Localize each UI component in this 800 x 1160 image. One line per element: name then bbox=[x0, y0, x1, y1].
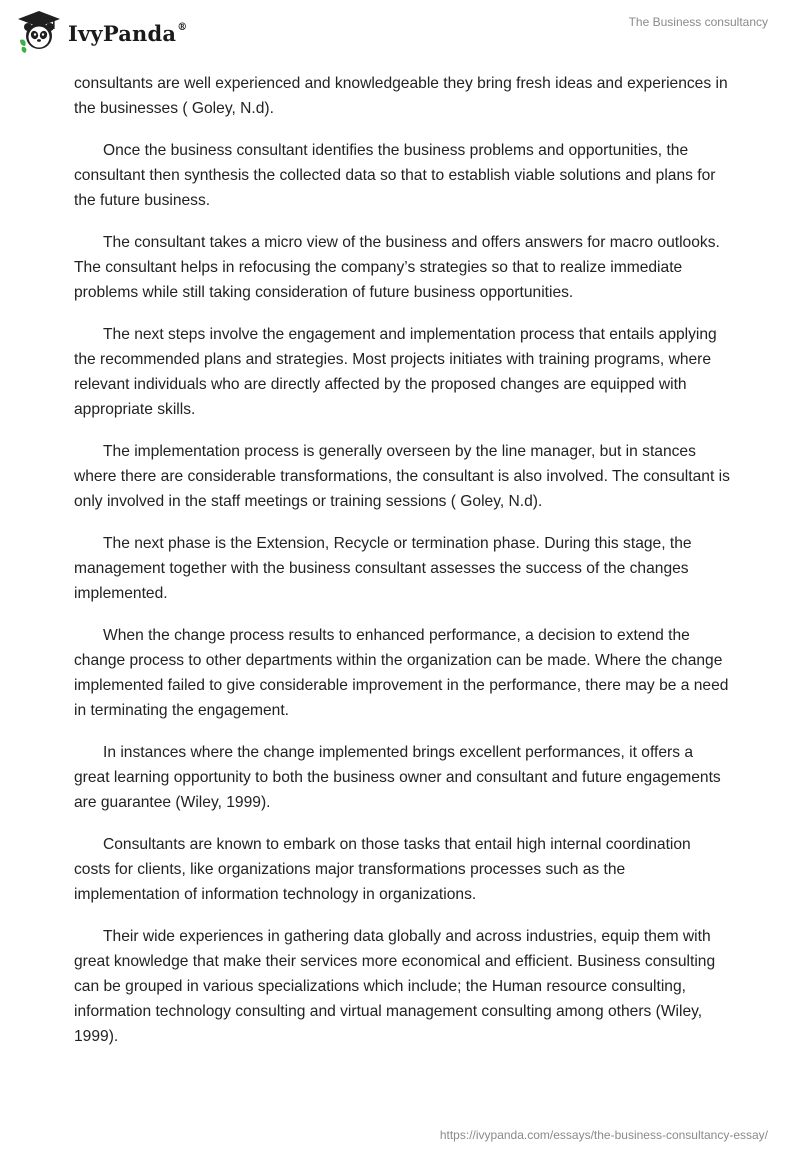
paragraph: Once the business consultant identifies the business problems and opportunities, the consultant then synthesis the collected data so that to establish viable solutions and plans for the future business. bbox=[74, 142, 716, 209]
paragraph: The consultant takes a micro view of the business and offers answers for macro outlooks. The consultant helps in refocusing the company’s strategies so that to realize immediate problems while still taking consideration of future business opportunities. bbox=[74, 234, 720, 301]
brand-name: IvyPanda® bbox=[68, 20, 188, 46]
page-header bbox=[0, 0, 800, 70]
paragraph: Their wide experiences in gathering data globally and across industries, equip them with great knowledge that make their services more economical and efficient. Business consulting can be grouped in various specializations which include; the Human resource consulting, information technology consulting and virtual management consulting among others (Wiley, 1999). bbox=[74, 928, 716, 1045]
paragraph: The implementation process is generally overseen by the line manager, but in stances where there are considerable transformations, the consultant is also involved. The consultant is only involved in the staff meetings or training sessions ( Goley, N.d). bbox=[74, 443, 730, 510]
paragraph: Consultants are known to embark on those tasks that entail high internal coordination costs for clients, like organizations major transformations processes such as the implementation of information technology in organizations. bbox=[74, 836, 691, 903]
paragraph: The next phase is the Extension, Recycle or termination phase. During this stage, the management together with the business consultant assesses the success of the changes implemented. bbox=[74, 535, 692, 602]
paragraph: consultants are well experienced and knowledgeable they bring fresh ideas and experiences in the businesses ( Goley, N.d). bbox=[74, 75, 728, 117]
document-title: The Business consultancy bbox=[628, 15, 768, 29]
panda-graduate-icon bbox=[16, 9, 62, 55]
paragraph: In instances where the change implemented brings excellent performances, it offers a great learning opportunity to both the business owner and consultant and future engagements are guarantee (Wiley, 1999). bbox=[74, 744, 721, 811]
ivypanda-logo[interactable] bbox=[16, 9, 187, 55]
essay-body bbox=[74, 71, 730, 1066]
paragraph: The next steps involve the engagement and implementation process that entails applying the recommended plans and strategies. Most projects initiates with training programs, where relevant individuals who are directly affected by the proposed changes are equipped with appropriate skills. bbox=[74, 326, 717, 418]
paragraph: When the change process results to enhanced performance, a decision to extend the change process to other departments within the organization can be made. Where the change implemented failed to give considerable improvement in the performance, there may be a need in terminating the engagement. bbox=[74, 627, 729, 719]
source-url-link[interactable]: https://ivypanda.com/essays/the-business-consultancy-essay/ bbox=[439, 1128, 768, 1142]
